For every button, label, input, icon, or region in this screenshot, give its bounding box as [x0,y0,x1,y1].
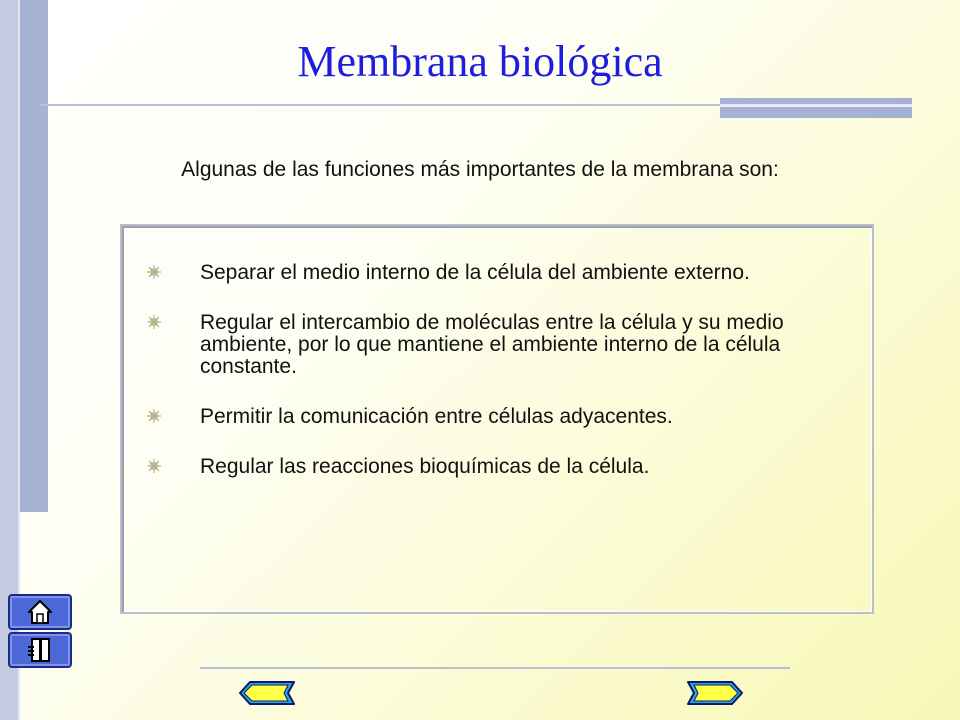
info-button[interactable] [8,632,72,668]
list-item [146,406,846,428]
list-item-text: Permitir la comunicación entre células adyacentes. [200,405,673,428]
list-item-text: Regular las reacciones bioquímicas de la célula. [200,455,650,478]
footer-divider [200,667,790,669]
page-title: Membrana biológica [297,37,663,86]
home-button[interactable] [8,594,72,630]
list-item-text: Separar el medio interno de la célula del ambiente externo. [200,261,750,284]
book-icon [26,636,54,664]
list-item [146,456,846,478]
previous-button[interactable] [238,680,296,706]
intro-text: Algunas de las funciones más importantes de la membrana son: [181,158,779,181]
bullet-star-icon [146,458,162,474]
house-icon [26,598,54,626]
bullet-star-icon [146,264,162,280]
next-button[interactable] [686,680,744,706]
bullet-star-icon [146,408,162,424]
arrow-right-icon [688,682,742,704]
function-list [146,262,846,506]
list-item [146,262,846,284]
title-accent-line [720,104,912,107]
list-item-text: Regular el intercambio de moléculas entre la célula y su medio ambiente, por lo que mantiene el ambiente interno de la célula constante. [200,311,784,378]
arrow-left-icon [240,682,294,704]
title-accent-block [720,98,912,118]
list-item [146,312,846,378]
bullet-star-icon [146,314,162,330]
